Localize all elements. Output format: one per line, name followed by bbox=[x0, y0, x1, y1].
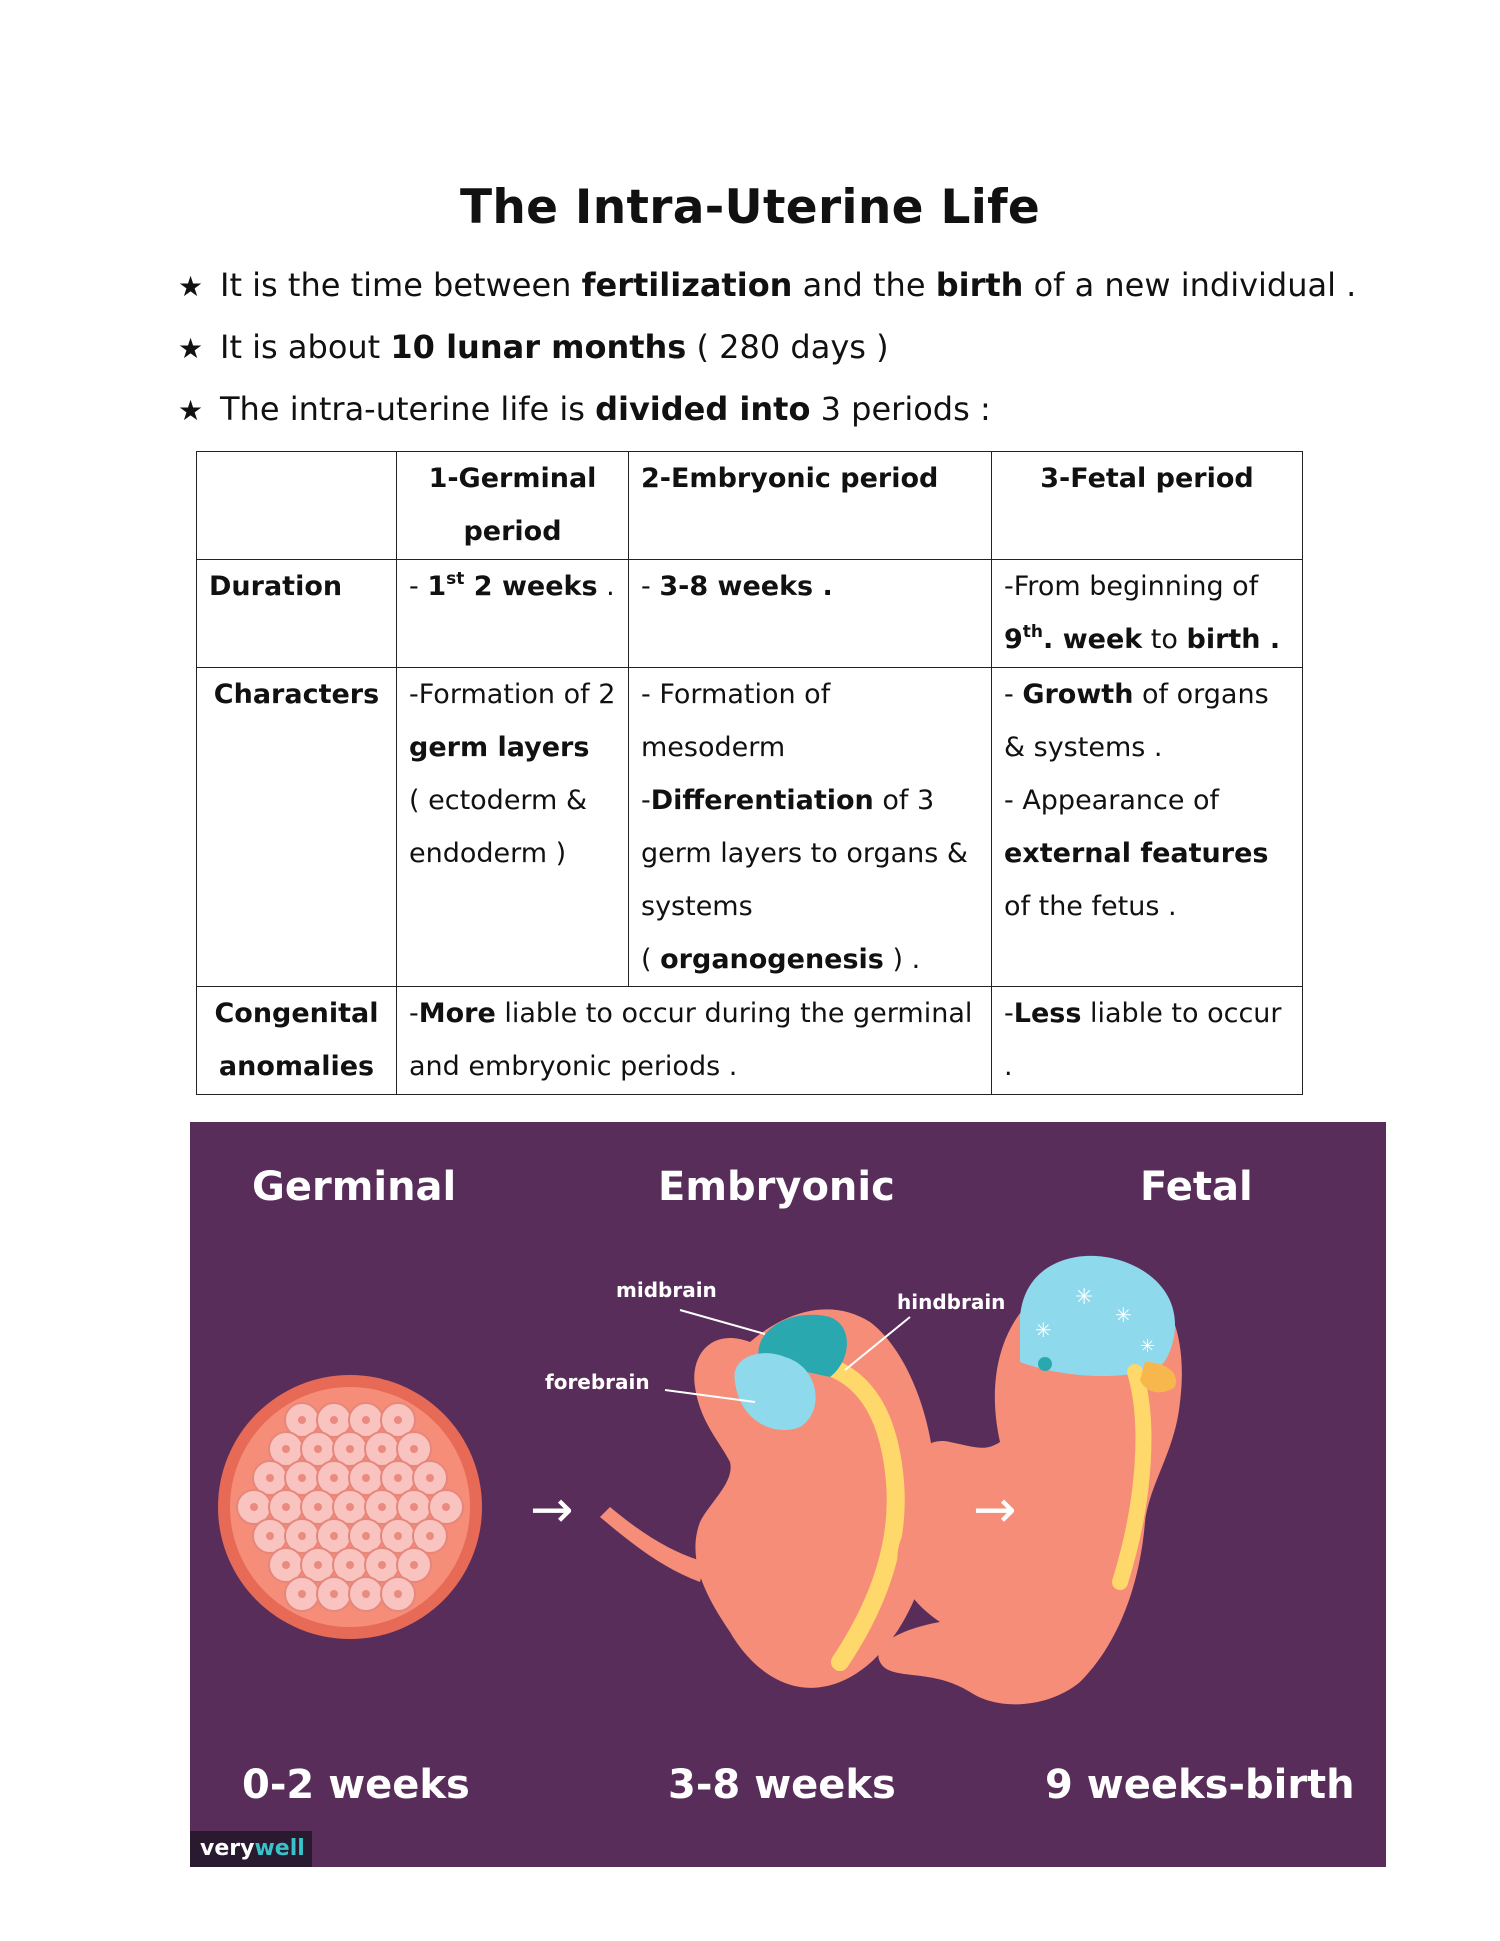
arrow-right-icon: → bbox=[973, 1480, 1017, 1540]
cell-nucleus bbox=[394, 1590, 402, 1598]
midbrain-pointer bbox=[680, 1310, 765, 1334]
cell-nucleus bbox=[410, 1561, 418, 1569]
congenital-germinal-embryonic: -More liable to occur during the germinal and embryonic periods . bbox=[397, 987, 992, 1095]
cell-nucleus bbox=[298, 1590, 306, 1598]
label-midbrain: midbrain bbox=[616, 1278, 717, 1302]
cell-nucleus bbox=[266, 1532, 274, 1540]
row-label-characters: Characters bbox=[197, 668, 397, 987]
cell-nucleus bbox=[298, 1474, 306, 1482]
characters-germinal: -Formation of 2 germ layers ( ectoderm & endoderm ) bbox=[397, 668, 629, 987]
stage-name-fetal: Fetal bbox=[1140, 1164, 1253, 1210]
periods-table bbox=[196, 451, 1303, 1095]
embryo-illustration bbox=[600, 1309, 936, 1687]
cell-nucleus bbox=[378, 1503, 386, 1511]
star-icon: ★ bbox=[178, 332, 204, 365]
cell-nucleus bbox=[298, 1416, 306, 1424]
star-icon: ★ bbox=[178, 394, 204, 427]
table-row-congenital bbox=[197, 987, 1303, 1095]
cell-nucleus bbox=[282, 1503, 290, 1511]
cell-nucleus bbox=[394, 1532, 402, 1540]
cell-nucleus bbox=[330, 1590, 338, 1598]
header-fetal: 3-Fetal period bbox=[992, 452, 1303, 560]
row-label-congenital: Congenital anomalies bbox=[197, 987, 397, 1095]
cell-nucleus bbox=[362, 1532, 370, 1540]
cell-nucleus bbox=[362, 1474, 370, 1482]
header-germinal: 1-Germinal period bbox=[397, 452, 629, 560]
table-row-characters bbox=[197, 668, 1303, 987]
cell-nucleus bbox=[314, 1503, 322, 1511]
congenital-fetal: -Less liable to occur . bbox=[992, 987, 1303, 1095]
cell-nucleus bbox=[282, 1561, 290, 1569]
brand-logo: verywell bbox=[190, 1831, 312, 1867]
cell-nucleus bbox=[346, 1503, 354, 1511]
label-hindbrain: hindbrain bbox=[897, 1290, 1006, 1314]
cell-nucleus bbox=[330, 1532, 338, 1540]
cell-nucleus bbox=[426, 1474, 434, 1482]
infographic-illustration bbox=[190, 1122, 1386, 1867]
duration-embryonic: - 3-8 weeks . bbox=[629, 560, 992, 668]
cell-nucleus bbox=[282, 1445, 290, 1453]
stage-name-germinal: Germinal bbox=[252, 1164, 457, 1210]
stage-weeks-germinal: 0-2 weeks bbox=[242, 1762, 470, 1808]
cell-nucleus bbox=[266, 1474, 274, 1482]
table-row-duration bbox=[197, 560, 1303, 668]
cell-nucleus bbox=[314, 1561, 322, 1569]
bullet-periods: ★ The intra-uterine life is divided into 3 periods : bbox=[178, 390, 991, 428]
table-corner-cell bbox=[197, 452, 397, 560]
bullet-duration: ★ It is about 10 lunar months ( 280 days ) bbox=[178, 328, 889, 366]
cell-nucleus bbox=[442, 1503, 450, 1511]
header-embryonic: 2-Embryonic period bbox=[629, 452, 992, 560]
fetus-illustration bbox=[878, 1256, 1181, 1704]
cell-nucleus bbox=[314, 1445, 322, 1453]
sparkle-icon: ✳ bbox=[1140, 1336, 1156, 1357]
cell-nucleus bbox=[362, 1416, 370, 1424]
duration-germinal: - 1st 2 weeks . bbox=[397, 560, 629, 668]
stage-name-embryonic: Embryonic bbox=[658, 1164, 895, 1210]
sparkle-icon: ✳ bbox=[1035, 1318, 1052, 1342]
cell-nucleus bbox=[346, 1561, 354, 1569]
row-label-duration: Duration bbox=[197, 560, 397, 668]
arrow-right-icon: → bbox=[530, 1480, 574, 1540]
cell-nucleus bbox=[330, 1474, 338, 1482]
cell-nucleus bbox=[378, 1561, 386, 1569]
cell-nucleus bbox=[362, 1590, 370, 1598]
duration-fetal: -From beginning of 9th. week to birth . bbox=[992, 560, 1303, 668]
sparkle-icon: ✳ bbox=[1075, 1285, 1094, 1310]
sparkle-icon: ✳ bbox=[1115, 1303, 1132, 1327]
cell-nucleus bbox=[250, 1503, 258, 1511]
cell-nucleus bbox=[346, 1445, 354, 1453]
cell-nucleus bbox=[394, 1474, 402, 1482]
table-header-row bbox=[197, 452, 1303, 560]
cell-nucleus bbox=[298, 1532, 306, 1540]
characters-embryonic: - Formation of mesoderm -Differentiation of 3 germ layers to organs & systems ( organogenesis ) . bbox=[629, 668, 992, 987]
cell-nucleus bbox=[394, 1416, 402, 1424]
cell-nucleus bbox=[426, 1532, 434, 1540]
label-forebrain: forebrain bbox=[545, 1370, 650, 1394]
zygote-cell-cluster-illustration bbox=[218, 1375, 482, 1639]
cell-nucleus bbox=[330, 1416, 338, 1424]
bullet-definition: ★ It is the time between fertilization and the birth of a new individual . bbox=[178, 266, 1357, 304]
characters-fetal: - Growth of organs & systems . - Appearance of external features of the fetus . bbox=[992, 668, 1303, 987]
stage-weeks-embryonic: 3-8 weeks bbox=[668, 1762, 896, 1808]
star-icon: ★ bbox=[178, 270, 204, 303]
cell-nucleus bbox=[410, 1503, 418, 1511]
stage-weeks-fetal: 9 weeks-birth bbox=[1045, 1762, 1355, 1808]
stages-infographic bbox=[190, 1122, 1386, 1867]
page-title: The Intra-Uterine Life bbox=[459, 180, 1041, 235]
cell-nucleus bbox=[410, 1445, 418, 1453]
cell-nucleus bbox=[378, 1445, 386, 1453]
